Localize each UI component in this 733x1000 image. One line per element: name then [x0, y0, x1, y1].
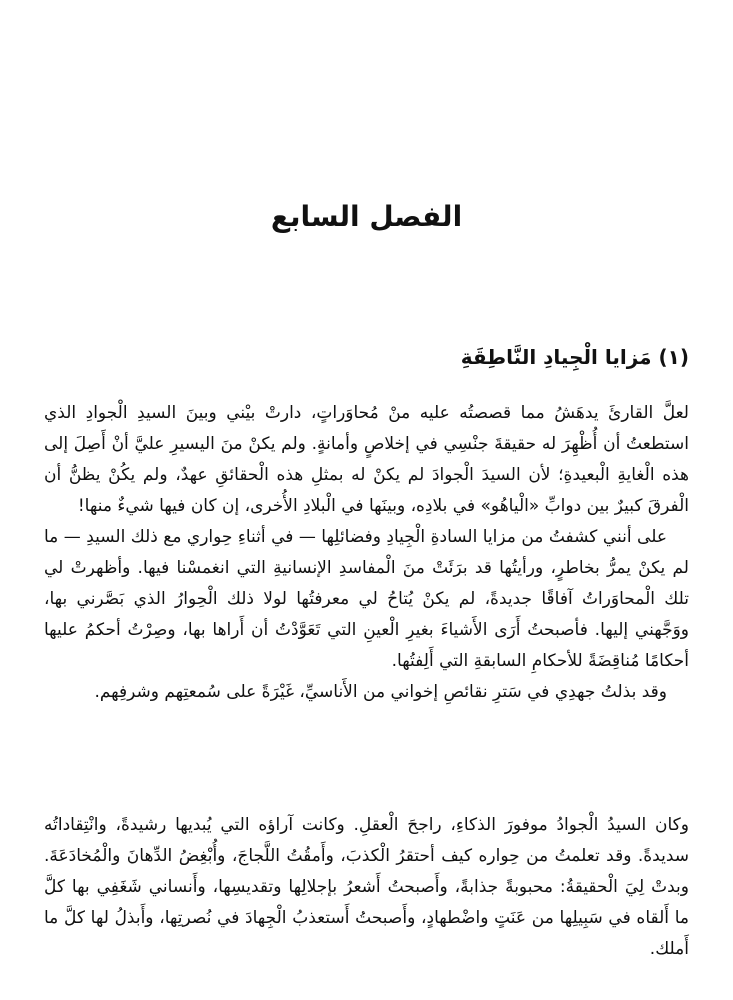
paragraph-3: وقد بذلتُ جهدِي في سَترِ نقائصِ إخواني من الأَناسيِّ، غَيْرَةً على سُمعتِهم وشرفِهم.	[94, 682, 667, 702]
body-text-second-part	[44, 810, 689, 965]
section-heading: (١) مَزايا الْجِيادِ النَّاطِقَةِ	[460, 345, 689, 369]
paragraph-1: لعلَّ القارئَ يدهَشُ مما قصصتُه عليه منْ مُحاوَراتٍ، دارتْ بيْني وبينَ السيدِ الْجوادِ الذي استطعتُ أن أُظْهِرَ له حقيقةَ جنْسِي في إخلاصٍ وأمانةٍ. ولم يكنْ منَ اليسيرِ عليَّ أنْ أَصِلَ إلى هذه الْغايةِ الْبعيدةِ؛ لأن السيدَ الْجوادَ لم يكنْ له بمثلِ هذه الْحقائقِ عهدٌ، ولم يكُنْ يظنُّ أن الْفرقَ كبيرٌ بين دوابِّ «الْياهُو» في بلادِه، وبينَها في الْبلادِ الأُخرى، إن كان فيها شيءٌ منها!	[44, 403, 689, 516]
paragraph-4: وكان السيدُ الْجوادُ موفورَ الذكاءِ، راجحَ الْعقلِ. وكانت آراؤه التي يُبديها رشيدةً، وانْتِقاداتُه سديدةً. وقد تعلمتُ من حِواره كيف أحتقرُ الْكذبَ، وأَمقُتُ اللَّجاجَ، وأُبْغِضُ الدِّهانَ والْمُخادَعَةَ. وبدتْ لِيَ الْحقيقةُ: محبوبةً جذابةً، وأَصبحتُ أَشعرُ بإجلالِها وتقديسِها، وأَنساني شَغَفِي بها كلَّ ما أَلقاه في سَبِيلِها من عَنَتٍ واضْطهادٍ، وأَصبحتُ أَستعذبُ الْجِهادَ في نُصرتِها، وأَبذلُ لها كلَّ ما أَملك.	[44, 815, 689, 959]
chapter-title: الفصل السابع	[270, 200, 463, 233]
paragraph-2: على أنني كشفتُ من مزايا السادةِ الْجِيادِ وفضائلِها — في أثناءِ حِواري مع ذلك السيدِ — ما لم يكنْ يمرُّ بخاطرٍ، ورأيتُها قد برَئَتْ منَ الْمفاسدِ الإنسانيةِ التي انغمسْنا فيها. وأظهرتْ لي تلك الْمحاوَراتُ آفاقًا جديدةً، لم يكنْ يُتاحُ لي معرفتُها لولا ذلك الْحِوارُ الذي بَصَّرني بها، ووَجَّهني إليها. فأصبحتُ أَرَى الأَشياءَ بغيرِ الْعينِ التي تَعَوَّدْتُ أن أَراها بها، وصِرْتُ أحكمُ عليها أحكامًا مُناقِضَةً للأحكامِ السابقةِ التي أَلِفتُها.	[44, 527, 689, 671]
body-text-first-part	[44, 398, 689, 708]
